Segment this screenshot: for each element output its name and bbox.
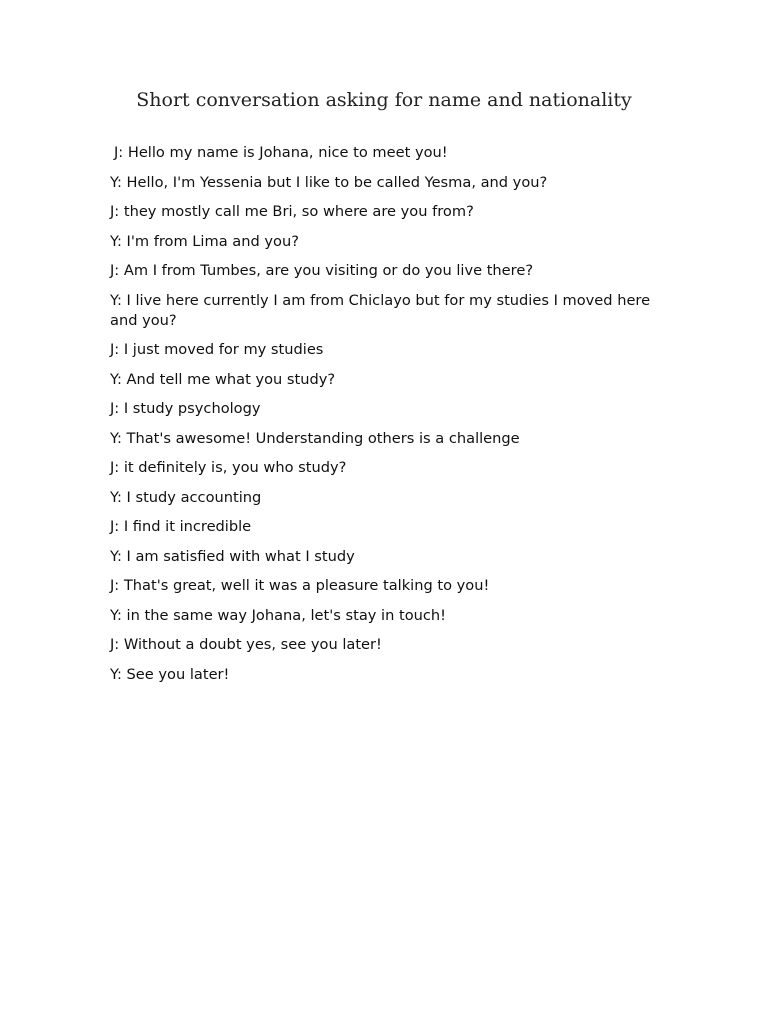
dialogue-line: Y: That's awesome! Understanding others is a challenge [110,429,520,447]
dialogue-line: J: it definitely is, you who study? [110,459,347,476]
conversation-lines [110,143,670,694]
dialogue-line: J: I find it incredible [110,518,252,535]
dialogue-line: J: Am I from Tumbes, are you visiting or do you live there? [110,262,534,279]
dialogue-line: J: I study psychology [110,400,261,417]
dialogue-line: J: Hello my name is Johana, nice to meet you! [114,144,448,161]
dialogue-line: J: That's great, well it was a pleasure talking to you! [110,577,490,594]
document-title: Short conversation asking for name and nationality [136,89,632,111]
dialogue-line: Y: I study accounting [110,488,262,506]
dialogue-line: J: Without a doubt yes, see you later! [110,636,382,653]
dialogue-line: Y: Hello, I'm Yessenia but I like to be called Yesma, and you? [110,173,548,191]
dialogue-line: Y: And tell me what you study? [110,370,336,388]
dialogue-line: J: I just moved for my studies [110,341,324,358]
dialogue-line: J: they mostly call me Bri, so where are you from? [110,203,474,220]
dialogue-line: Y: I am satisfied with what I study [110,547,355,565]
dialogue-line: Y: I'm from Lima and you? [110,232,299,250]
dialogue-line: Y: I live here currently I am from Chiclayo but for my studies I moved here and you? [110,291,651,329]
dialogue-line: Y: in the same way Johana, let's stay in touch! [110,606,447,624]
dialogue-line: Y: See you later! [110,665,230,683]
